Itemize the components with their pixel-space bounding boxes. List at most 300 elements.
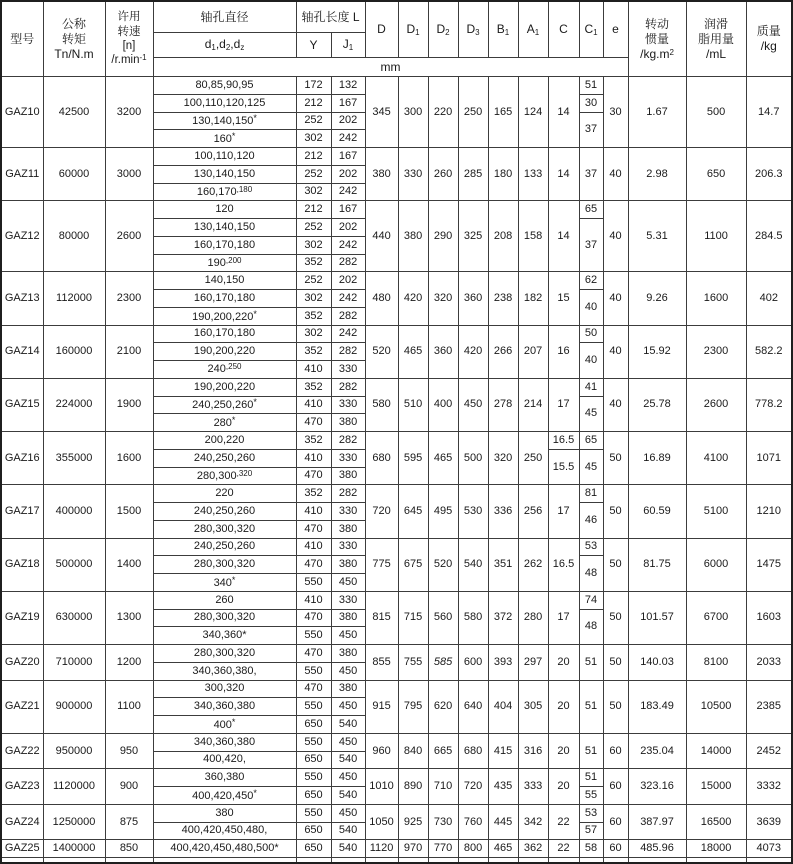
- length-y-cell: 470: [296, 645, 331, 663]
- dim-C1-cell: 57: [579, 822, 603, 840]
- table-row: [1, 769, 792, 787]
- grease-cell: 16500: [686, 804, 746, 840]
- dim-D3-cell: 760: [458, 804, 488, 840]
- length-j1-cell: 132: [331, 77, 365, 95]
- empty-cell: [331, 858, 365, 864]
- empty-cell: [365, 858, 398, 864]
- torque-cell: 1400000: [43, 840, 105, 858]
- length-j1-cell: 450: [331, 574, 365, 592]
- grease-cell: 18000: [686, 840, 746, 858]
- dim-D3-cell: 530: [458, 485, 488, 538]
- header-dim-D2: $D_2$: [428, 1, 458, 58]
- length-j1-cell: 242: [331, 183, 365, 201]
- bore-diameter-cell: 240,250,260: [153, 538, 296, 556]
- bore-diameter-cell: 80,85,90,95: [153, 77, 296, 95]
- length-y-cell: 352: [296, 307, 331, 325]
- inertia-cell: 1.67: [628, 77, 686, 148]
- bore-diameter-cell: 280,300,320: [153, 520, 296, 538]
- header-speed: 许用 转速 [n] $/r.\min^{-1}$: [105, 1, 153, 77]
- bore-diameter-cell: 280,300,320: [153, 645, 296, 663]
- bore-diameter-cell: 380: [153, 804, 296, 822]
- inertia-cell: 25.78: [628, 378, 686, 431]
- dim-A1-cell: 158: [518, 201, 548, 272]
- empty-cell: [579, 858, 603, 864]
- grease-cell: 1600: [686, 272, 746, 325]
- table-row: [1, 325, 792, 343]
- length-y-cell: 550: [296, 804, 331, 822]
- inertia-cell: 235.04: [628, 733, 686, 769]
- inertia-cell: 9.26: [628, 272, 686, 325]
- header-dim-C: C: [548, 1, 579, 58]
- dim-A1-cell: 316: [518, 733, 548, 769]
- length-j1-cell: 380: [331, 520, 365, 538]
- empty-cell: [398, 858, 428, 864]
- table-row: [1, 272, 792, 290]
- dim-D-cell: 1120: [365, 840, 398, 858]
- bore-diameter-cell: 240,250,260: [153, 503, 296, 521]
- dim-A1-cell: 182: [518, 272, 548, 325]
- table-row: [1, 840, 792, 858]
- bore-diameter-cell: 220: [153, 485, 296, 503]
- mass-cell: 1475: [746, 538, 792, 591]
- grease-cell: 8100: [686, 645, 746, 681]
- dim-D2-cell: 400: [428, 378, 458, 431]
- dim-C1-cell: 51: [579, 733, 603, 769]
- speed-cell: 2100: [105, 325, 153, 378]
- length-y-cell: 550: [296, 574, 331, 592]
- dim-B1-cell: 393: [488, 645, 518, 681]
- dim-D2-cell: 730: [428, 804, 458, 840]
- dim-C1-cell: 65: [579, 201, 603, 219]
- torque-cell: 355000: [43, 432, 105, 485]
- grease-cell: 650: [686, 148, 746, 201]
- empty-cell: [488, 858, 518, 864]
- torque-cell: 710000: [43, 645, 105, 681]
- length-y-cell: 550: [296, 627, 331, 645]
- length-y-cell: 212: [296, 148, 331, 166]
- dim-e-cell: 50: [603, 432, 628, 485]
- length-j1-cell: 380: [331, 556, 365, 574]
- length-j1-cell: 330: [331, 396, 365, 414]
- empty-cell: [518, 858, 548, 864]
- bore-diameter-cell: 160,170,180: [153, 325, 296, 343]
- dim-B1-cell: 238: [488, 272, 518, 325]
- bore-diameter-cell: 300,320: [153, 680, 296, 698]
- header-dim-C1: $C_1$: [579, 1, 603, 58]
- dim-C-cell: 17: [548, 485, 579, 538]
- dim-D3-cell: 450: [458, 378, 488, 431]
- dim-D1-cell: 420: [398, 272, 428, 325]
- dim-B1-cell: 465: [488, 840, 518, 858]
- dim-D1-cell: 330: [398, 148, 428, 201]
- inertia-cell: 5.31: [628, 201, 686, 272]
- table-row: [1, 148, 792, 166]
- dim-A1-cell: 362: [518, 840, 548, 858]
- empty-cell: [628, 858, 686, 864]
- dim-C-cell: 17: [548, 378, 579, 431]
- dim-C1-cell: 81: [579, 485, 603, 503]
- dim-D-cell: 1010: [365, 769, 398, 805]
- torque-cell: 1120000: [43, 769, 105, 805]
- length-j1-cell: 282: [331, 343, 365, 361]
- table-body: [1, 77, 792, 864]
- dim-C-cell: 20: [548, 645, 579, 681]
- dim-e-cell: 60: [603, 769, 628, 805]
- model-cell: GAZ13: [1, 272, 43, 325]
- length-y-cell: 650: [296, 822, 331, 840]
- dim-B1-cell: 208: [488, 201, 518, 272]
- dim-A1-cell: 262: [518, 538, 548, 591]
- dim-D2-cell: 495: [428, 485, 458, 538]
- length-y-cell: 410: [296, 591, 331, 609]
- bore-diameter-cell: 340,360,380: [153, 733, 296, 751]
- dim-C1-cell: 41: [579, 378, 603, 396]
- empty-cell: [746, 858, 792, 864]
- torque-cell: 900000: [43, 680, 105, 733]
- table-row: [1, 804, 792, 822]
- dim-e-cell: 60: [603, 840, 628, 858]
- dim-D3-cell: 360: [458, 272, 488, 325]
- length-j1-cell: 540: [331, 840, 365, 858]
- speed-cell: 3000: [105, 148, 153, 201]
- dim-B1-cell: 351: [488, 538, 518, 591]
- length-y-cell: 252: [296, 112, 331, 130]
- torque-cell: 224000: [43, 378, 105, 431]
- dim-D3-cell: 640: [458, 680, 488, 733]
- dim-D2-cell: 585: [428, 645, 458, 681]
- length-y-cell: 410: [296, 538, 331, 556]
- bore-diameter-cell: 400,420,: [153, 751, 296, 769]
- dim-C-cell: 16.5: [548, 432, 579, 450]
- dim-e-cell: 40: [603, 378, 628, 431]
- speed-cell: 950: [105, 733, 153, 769]
- torque-cell: 112000: [43, 272, 105, 325]
- dim-D2-cell: 360: [428, 325, 458, 378]
- length-y-cell: 302: [296, 236, 331, 254]
- length-j1-cell: 540: [331, 751, 365, 769]
- dim-C1-cell: 37: [579, 148, 603, 201]
- dim-C1-cell: 58: [579, 840, 603, 858]
- mass-cell: 206.3: [746, 148, 792, 201]
- length-j1-cell: 167: [331, 94, 365, 112]
- dim-A1-cell: 305: [518, 680, 548, 733]
- speed-cell: 900: [105, 769, 153, 805]
- bore-diameter-cell: 130,140,150: [153, 219, 296, 237]
- header-dim-D3: $D_3$: [458, 1, 488, 58]
- dim-D-cell: 720: [365, 485, 398, 538]
- header-grease: 润滑 脂用量 /mL: [686, 1, 746, 77]
- model-cell: GAZ22: [1, 733, 43, 769]
- model-cell: GAZ10: [1, 77, 43, 148]
- table-row: [1, 201, 792, 219]
- header-mass: 质量 /kg: [746, 1, 792, 77]
- dim-A1-cell: 280: [518, 591, 548, 644]
- length-j1-cell: 282: [331, 378, 365, 396]
- length-j1-cell: 330: [331, 538, 365, 556]
- dim-e-cell: 40: [603, 201, 628, 272]
- length-y-cell: 650: [296, 751, 331, 769]
- model-cell: GAZ17: [1, 485, 43, 538]
- table-row: [1, 645, 792, 663]
- length-j1-cell: 380: [331, 645, 365, 663]
- bore-diameter-cell: 260: [153, 591, 296, 609]
- dim-D3-cell: 600: [458, 645, 488, 681]
- length-j1-cell: 242: [331, 325, 365, 343]
- dim-D-cell: 680: [365, 432, 398, 485]
- dim-D1-cell: 645: [398, 485, 428, 538]
- header-dim-B1: $B_1$: [488, 1, 518, 58]
- dim-D2-cell: 560: [428, 591, 458, 644]
- torque-cell: 950000: [43, 733, 105, 769]
- dim-A1-cell: 214: [518, 378, 548, 431]
- inertia-cell: 485.96: [628, 840, 686, 858]
- dim-D3-cell: 720: [458, 769, 488, 805]
- bore-diameter-cell: 130,140,150: [153, 165, 296, 183]
- dim-D-cell: 520: [365, 325, 398, 378]
- torque-cell: 42500: [43, 77, 105, 148]
- dim-C-cell: 22: [548, 804, 579, 840]
- dim-C1-cell: 62: [579, 272, 603, 290]
- grease-cell: 6700: [686, 591, 746, 644]
- header-inertia: 转动 惯量 $/kg.m^2$: [628, 1, 686, 77]
- length-j1-cell: 380: [331, 414, 365, 432]
- length-y-cell: 252: [296, 165, 331, 183]
- grease-cell: 2600: [686, 378, 746, 431]
- dim-D1-cell: 300: [398, 77, 428, 148]
- length-j1-cell: 202: [331, 112, 365, 130]
- header-dim-A1: $A_1$: [518, 1, 548, 58]
- mass-cell: 778.2: [746, 378, 792, 431]
- dim-C-cell: 17: [548, 591, 579, 644]
- length-y-cell: 302: [296, 290, 331, 308]
- dim-C1-cell: 45: [579, 449, 603, 485]
- dim-C-cell: 20: [548, 769, 579, 805]
- dim-D-cell: 580: [365, 378, 398, 431]
- dim-C-cell: 15.5: [548, 449, 579, 485]
- table-header: [1, 1, 792, 77]
- dim-D-cell: 440: [365, 201, 398, 272]
- length-y-cell: 550: [296, 662, 331, 680]
- table-row: [1, 733, 792, 751]
- dim-D-cell: 855: [365, 645, 398, 681]
- dim-e-cell: 50: [603, 680, 628, 733]
- mass-cell: 1603: [746, 591, 792, 644]
- model-cell: GAZ11: [1, 148, 43, 201]
- dim-D2-cell: 710: [428, 769, 458, 805]
- bore-diameter-cell: 130,140,150*: [153, 112, 296, 130]
- dim-D-cell: 480: [365, 272, 398, 325]
- dim-D1-cell: 715: [398, 591, 428, 644]
- dim-B1-cell: 278: [488, 378, 518, 431]
- dim-D-cell: 775: [365, 538, 398, 591]
- dim-A1-cell: 256: [518, 485, 548, 538]
- model-cell: GAZ16: [1, 432, 43, 485]
- length-y-cell: 252: [296, 272, 331, 290]
- length-j1-cell: 380: [331, 467, 365, 485]
- speed-cell: 1400: [105, 538, 153, 591]
- table-row: [1, 77, 792, 95]
- dim-D2-cell: 620: [428, 680, 458, 733]
- header-torque: 公称 转矩 Tn/N.m: [43, 1, 105, 77]
- model-cell: GAZ23: [1, 769, 43, 805]
- length-y-cell: 650: [296, 716, 331, 734]
- dim-C1-cell: 65: [579, 432, 603, 450]
- header-dim-D: D: [365, 1, 398, 58]
- table-row: [1, 680, 792, 698]
- table-row: [1, 485, 792, 503]
- torque-cell: 60000: [43, 148, 105, 201]
- dim-D2-cell: 770: [428, 840, 458, 858]
- speed-cell: 2300: [105, 272, 153, 325]
- bore-diameter-cell: 400,420,450,480,: [153, 822, 296, 840]
- bore-diameter-cell: 140,150: [153, 272, 296, 290]
- header-length-Y: Y: [296, 33, 331, 58]
- torque-cell: 1250000: [43, 804, 105, 840]
- dim-C1-cell: 53: [579, 538, 603, 556]
- dim-D3-cell: 580: [458, 591, 488, 644]
- dim-C1-cell: 37: [579, 112, 603, 148]
- length-y-cell: 352: [296, 432, 331, 450]
- length-j1-cell: 242: [331, 290, 365, 308]
- length-j1-cell: 450: [331, 698, 365, 716]
- torque-cell: 160000: [43, 325, 105, 378]
- dim-e-cell: 50: [603, 485, 628, 538]
- grease-cell: 500: [686, 77, 746, 148]
- empty-cell: [105, 858, 153, 864]
- mass-cell: 402: [746, 272, 792, 325]
- dim-C-cell: 20: [548, 680, 579, 733]
- speed-cell: 1600: [105, 432, 153, 485]
- model-cell: GAZ14: [1, 325, 43, 378]
- length-j1-cell: 330: [331, 361, 365, 379]
- length-j1-cell: 380: [331, 680, 365, 698]
- dim-D3-cell: 285: [458, 148, 488, 201]
- bore-diameter-cell: 340,360*: [153, 627, 296, 645]
- length-y-cell: 470: [296, 609, 331, 627]
- empty-cell: [603, 858, 628, 864]
- table-row: [1, 538, 792, 556]
- dim-e-cell: 30: [603, 77, 628, 148]
- empty-cell: [1, 858, 43, 864]
- dim-C-cell: 22: [548, 840, 579, 858]
- bore-diameter-cell: 240,250,260*: [153, 396, 296, 414]
- empty-cell: [458, 858, 488, 864]
- bore-diameter-cell: $280,300^{,320}$: [153, 467, 296, 485]
- torque-cell: 500000: [43, 538, 105, 591]
- mass-cell: 2452: [746, 733, 792, 769]
- dim-C1-cell: 40: [579, 343, 603, 379]
- length-j1-cell: 450: [331, 662, 365, 680]
- inertia-cell: 81.75: [628, 538, 686, 591]
- length-j1-cell: 540: [331, 787, 365, 805]
- dim-C1-cell: 53: [579, 804, 603, 822]
- length-y-cell: 470: [296, 467, 331, 485]
- dim-e-cell: 40: [603, 325, 628, 378]
- dim-B1-cell: 180: [488, 148, 518, 201]
- inertia-cell: 140.03: [628, 645, 686, 681]
- inertia-cell: 101.57: [628, 591, 686, 644]
- header-bore-length: 轴孔长度 L: [296, 1, 365, 33]
- dim-D1-cell: 925: [398, 804, 428, 840]
- length-y-cell: 650: [296, 840, 331, 858]
- dim-D1-cell: 795: [398, 680, 428, 733]
- bore-diameter-cell: 340,360,380: [153, 698, 296, 716]
- dim-D3-cell: 540: [458, 538, 488, 591]
- bore-diameter-cell: 100,110,120: [153, 148, 296, 166]
- inertia-cell: 323.16: [628, 769, 686, 805]
- length-j1-cell: 167: [331, 148, 365, 166]
- dim-e-cell: 40: [603, 148, 628, 201]
- length-j1-cell: 450: [331, 804, 365, 822]
- dim-A1-cell: 207: [518, 325, 548, 378]
- length-y-cell: 302: [296, 183, 331, 201]
- dim-A1-cell: 250: [518, 432, 548, 485]
- bore-diameter-cell: 160,170,180: [153, 236, 296, 254]
- length-y-cell: 352: [296, 343, 331, 361]
- dim-D1-cell: 970: [398, 840, 428, 858]
- dim-D2-cell: 320: [428, 272, 458, 325]
- bore-diameter-cell: 400,420,450,480,500*: [153, 840, 296, 858]
- dim-C1-cell: 51: [579, 645, 603, 681]
- dim-D3-cell: 680: [458, 733, 488, 769]
- grease-cell: 4100: [686, 432, 746, 485]
- length-j1-cell: 282: [331, 254, 365, 272]
- bore-diameter-cell: 340,360,380,: [153, 662, 296, 680]
- grease-cell: 10500: [686, 680, 746, 733]
- mass-cell: 1071: [746, 432, 792, 485]
- empty-cell: [428, 858, 458, 864]
- dim-C-cell: 14: [548, 148, 579, 201]
- dim-e-cell: 60: [603, 804, 628, 840]
- dim-D2-cell: 290: [428, 201, 458, 272]
- table-row: [1, 378, 792, 396]
- length-j1-cell: 167: [331, 201, 365, 219]
- length-y-cell: 252: [296, 219, 331, 237]
- grease-cell: 15000: [686, 769, 746, 805]
- dim-e-cell: 40: [603, 272, 628, 325]
- length-y-cell: 212: [296, 201, 331, 219]
- length-j1-cell: 330: [331, 503, 365, 521]
- dim-D-cell: 1050: [365, 804, 398, 840]
- partial-row: [1, 858, 792, 864]
- length-j1-cell: 540: [331, 822, 365, 840]
- dim-B1-cell: 404: [488, 680, 518, 733]
- dim-B1-cell: 445: [488, 804, 518, 840]
- header-units: mm: [153, 58, 628, 77]
- length-y-cell: 302: [296, 130, 331, 148]
- dim-C1-cell: 74: [579, 591, 603, 609]
- dim-C1-cell: 48: [579, 556, 603, 592]
- bore-diameter-cell: 190,200,220: [153, 343, 296, 361]
- dim-D3-cell: 250: [458, 77, 488, 148]
- length-j1-cell: 202: [331, 165, 365, 183]
- grease-cell: 6000: [686, 538, 746, 591]
- length-y-cell: 410: [296, 396, 331, 414]
- speed-cell: 3200: [105, 77, 153, 148]
- torque-cell: 630000: [43, 591, 105, 644]
- dim-C1-cell: 40: [579, 290, 603, 326]
- bore-diameter-cell: 400,420,450*: [153, 787, 296, 805]
- dim-C1-cell: 50: [579, 325, 603, 343]
- bore-diameter-cell: $160,170^{,180}$: [153, 183, 296, 201]
- dim-D1-cell: 595: [398, 432, 428, 485]
- dim-C-cell: 15: [548, 272, 579, 325]
- dim-D-cell: 915: [365, 680, 398, 733]
- mass-cell: 1210: [746, 485, 792, 538]
- dim-C1-cell: 51: [579, 77, 603, 95]
- dim-B1-cell: 336: [488, 485, 518, 538]
- bore-diameter-cell: 160*: [153, 130, 296, 148]
